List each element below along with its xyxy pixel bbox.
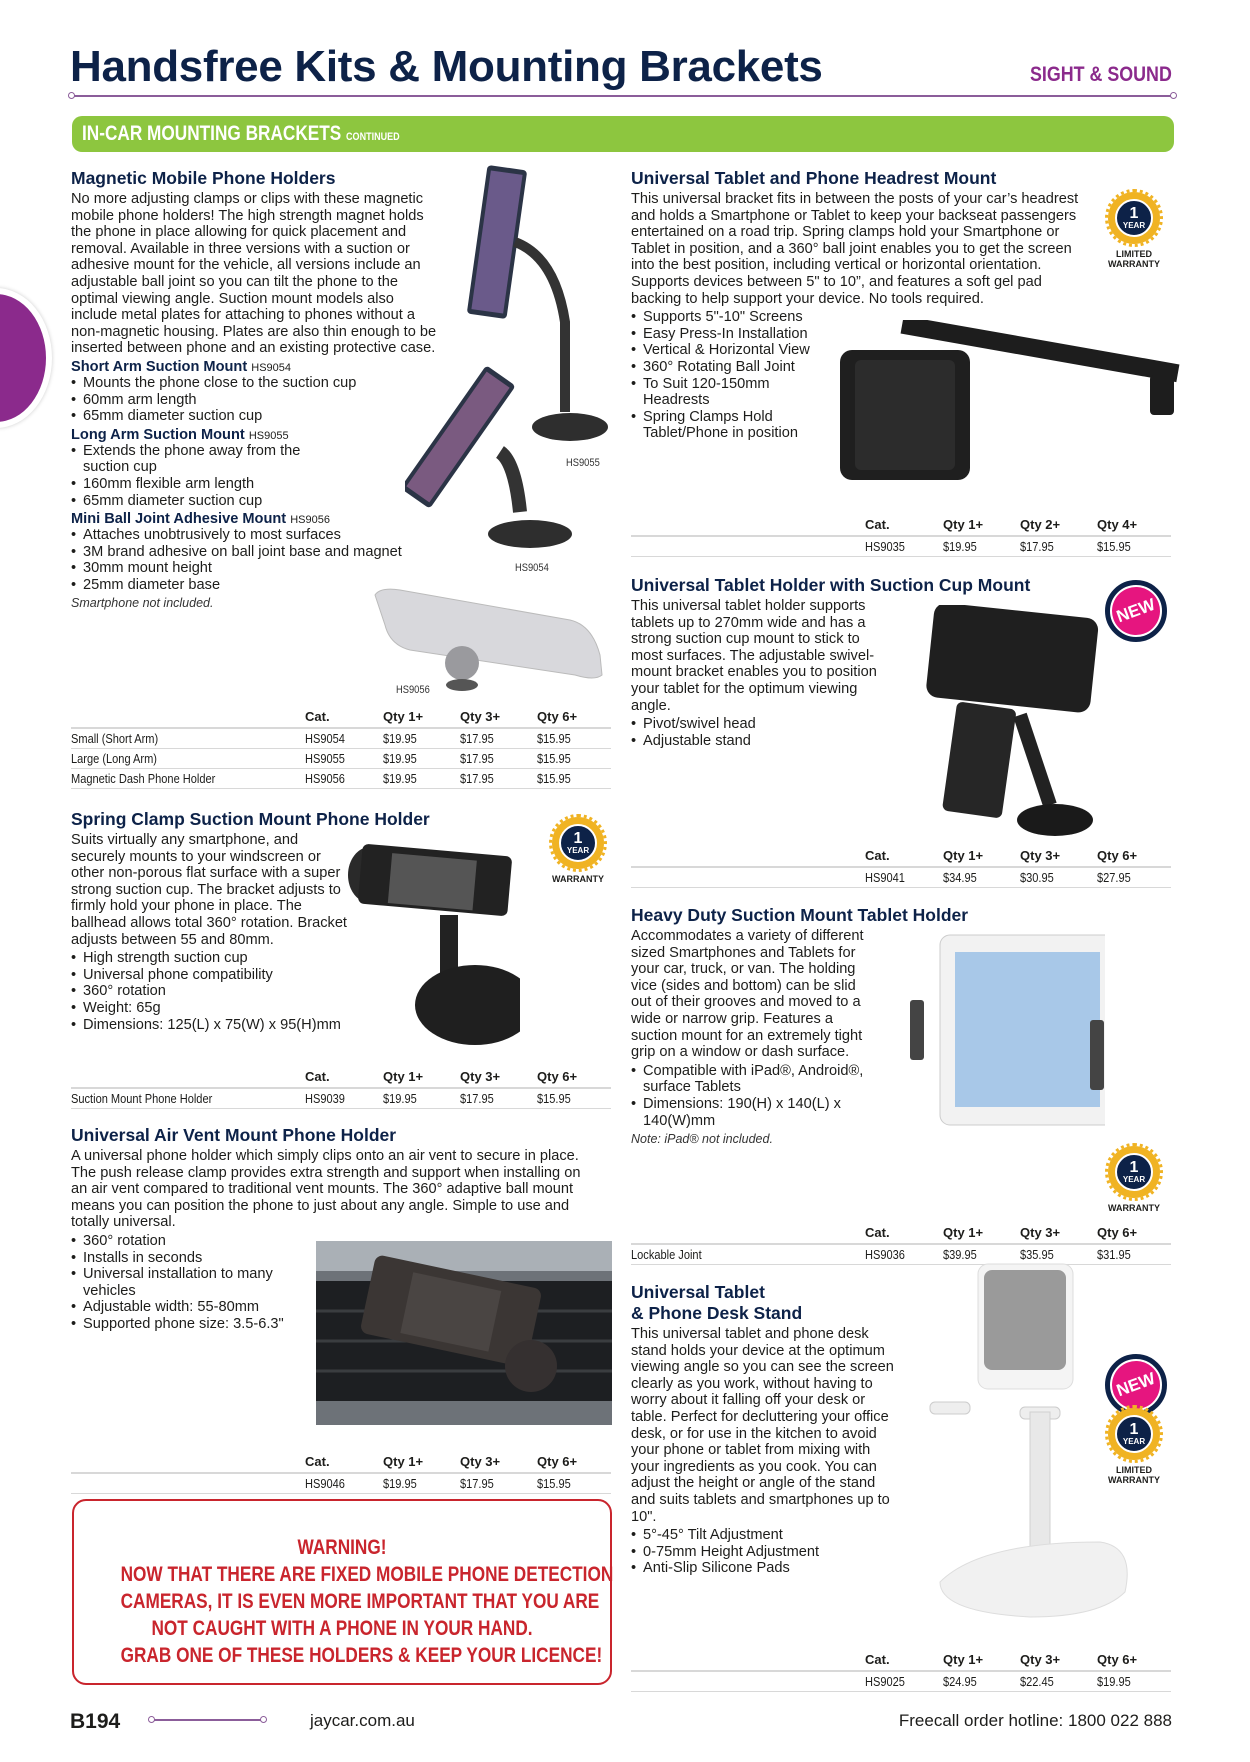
feature-item: • Weight: 65g [71,1000,391,1017]
price-table: Cat. Qty 1+ Qty 3+ Qty 6+ Suction Mount Phone Holder HS9039 $19.95 $17.95 $15.95 [71,1067,611,1109]
feature-item: • 360° Rotating Ball Joint [631,359,821,376]
feature-item: • Adjustable width: 55-80mm [71,1299,291,1316]
section-tag: SIGHT & SOUND [1030,63,1172,86]
price-table: Cat. Qty 1+ Qty 2+ Qty 4+ HS9035 $19.95 $17.95 $15.95 [631,515,1171,557]
feature-item: • 30mm mount height [71,560,471,577]
feature-list [631,1063,876,1129]
order-hotline: Freecall order hotline: 1800 022 888 [898,1711,1172,1730]
feature-list [631,309,821,442]
feature-item: • Extends the phone away from the suction cup [71,443,301,476]
feature-item: • 5°-45° Tilt Adjustment [631,1527,896,1544]
variant-title: Mini Ball Joint Adhesive Mount HS9056 [71,511,330,528]
table-row: Large (Long Arm) HS9055 $19.95 $17.95 $15.95 [71,749,611,769]
feature-item: • Attaches unobtrusively to most surfaces [71,527,471,544]
product-tablet-suction [631,575,1031,749]
feature-item: • Mounts the phone close to the suction cup [71,375,441,392]
product-image-tablet-suction [910,605,1110,840]
feature-item: • 65mm diameter suction cup [71,408,441,425]
product-title: Spring Clamp Suction Mount Phone Holder [71,809,430,829]
product-description: Suits virtually any smartphone, and securely mounts to your windscreen or other non-porous flat surface with a super strong suction cup. The bracket adjusts to firmly hold your phone in place. The ballhead allows total 360° rotation. Bracket adjusts between 55 and 80mm. [71,832,347,948]
divider-end-dot [148,1716,155,1723]
product-description: Accommodates a variety of different sized Smartphones and Tablets for your car, truck, or van. The holding vice (sides and bottom) can be slid out of their grooves and moved to a wide or narrow grip. Features a suction mount for an extremely tight grip on a window or dash surface. [631,928,864,1061]
feature-item: • 360° rotation [71,983,391,1000]
warranty-badge: 1 YEAR LIMITED WARRANTY [1095,1408,1173,1485]
feature-item: • 25mm diameter base [71,577,471,594]
divider-end-dot [68,92,75,99]
page-title: Handsfree Kits & Mounting Brackets [70,42,823,91]
footer-divider [152,1719,262,1721]
page-number: B194 [70,1710,121,1733]
feature-list [631,716,881,749]
feature-item: • 160mm flexible arm length [71,476,301,493]
product-note: Smartphone not included. [71,596,214,611]
warranty-seal-icon: 1 YEAR [1108,1146,1160,1198]
product-description: This universal bracket fits in between the posts of your car’s headrest and holds a Smartphone or Tablet to keep your backseat passengers entertained on a road trip. Spring clamps hold your Smartphone or Tablet in position, and a 360° ball joint enables you to get the screen into the best position, including vertical or horizontal orientation. Supports devices between 5" to 10”, and features a soft gel pad backing to help support your device. No tools required. [631,191,1079,307]
price-table: Cat. Qty 1+ Qty 3+ Qty 6+ HS9041 $34.95 $30.95 $27.95 [631,846,1171,888]
new-badge: NEW [1105,1354,1167,1416]
category-title: IN-CAR MOUNTING BRACKETS CONTINUED [82,122,400,145]
table-row: HS9035 $19.95 $17.95 $15.95 [631,536,1171,557]
feature-item: • 3M brand adhesive on ball joint base and magnet [71,544,471,561]
price-table: Cat. Qty 1+ Qty 3+ Qty 6+ Lockable Joint HS9036 $39.95 $35.95 $31.95 [631,1223,1171,1265]
feature-item: • Adjustable stand [631,733,881,750]
warranty-badge: 1 YEAR WARRANTY [539,817,617,884]
feature-item: • 60mm arm length [71,392,441,409]
feature-item: • 360° rotation [71,1233,291,1250]
variant-title: Short Arm Suction Mount HS9054 [71,358,292,375]
product-spring-clamp [71,809,430,1033]
product-title: Universal Tablet Holder with Suction Cup Mount [631,575,1031,595]
warranty-seal-icon: 1 YEAR [552,817,604,869]
feature-item: • Dimensions: 190(H) x 140(L) x 140(W)mm [631,1096,876,1129]
new-badge: NEW [1105,580,1167,642]
feature-item: • High strength suction cup [71,950,391,967]
image-label: HS9056 [395,684,430,696]
product-title: Heavy Duty Suction Mount Tablet Holder [631,905,969,925]
feature-item: • Supports 5"-10" Screens [631,309,821,326]
variant-title: Long Arm Suction Mount HS9055 [71,426,289,443]
product-note: Note: iPad® not included. [631,1132,773,1147]
feature-list [71,1233,291,1333]
feature-item: • Dimensions: 125(L) x 75(W) x 95(H)mm [71,1017,391,1034]
feature-item: • Supported phone size: 3.5-6.3" [71,1316,291,1333]
product-title: Universal Tablet and Phone Headrest Mount [631,168,997,188]
table-row: Suction Mount Phone Holder HS9039 $19.95 $17.95 $15.95 [71,1088,611,1109]
feature-list [631,1527,896,1577]
feature-item: • Compatible with iPad®, Android®, surface Tablets [631,1063,876,1096]
product-title: Magnetic Mobile Phone Holders [71,168,336,188]
price-table: Cat. Qty 1+ Qty 3+ Qty 6+ Small (Short Arm) HS9054 $19.95 $17.95 $15.95 Large (Long Arm) HS9055 $19.95 $17.95 $15.95 Magnetic Dash Phone Holder HS9056 $19.95 $17.95 $15.95 [71,707,611,789]
product-title: Universal Tablet [631,1282,765,1302]
product-image-headrest-mount [840,320,1195,490]
website-link[interactable]: jaycar.com.au [310,1711,415,1730]
warranty-seal-icon: 1 YEAR [1108,1408,1160,1460]
product-image-adhesive-mount [370,585,610,695]
feature-item: • 65mm diameter suction cup [71,493,301,510]
product-description: This universal tablet and phone desk stand holds your device at the optimum viewing angle so you can see the screen clearly as you work, without having to worry about it falling off your desk or table. Perfect for decluttering your office desk, or for use in the kitchen to avoid your phone or tablet from mixing with your ingredients as you cook. You can adjust the height or angle of the stand and suits tablets and smartphones up to 10". [631,1326,894,1525]
feature-list [71,443,301,509]
header-divider [72,95,1174,97]
product-image-air-vent [316,1241,612,1425]
image-label: HS9055 [565,457,600,469]
product-image-heavy-duty [905,930,1105,1135]
product-title: & Phone Desk Stand [631,1303,803,1323]
table-row: HS9041 $34.95 $30.95 $27.95 [631,867,1171,888]
feature-item: • Spring Clamps Hold Tablet/Phone in position [631,409,821,442]
product-description: This universal tablet holder supports tablets up to 270mm wide and has a strong suction cup mount to stick to most surfaces. The adjustable swivel-mount bracket enables you to position your tablet for the optimum viewing angle. [631,598,877,714]
feature-item: • 0-75mm Height Adjustment [631,1544,896,1561]
feature-item: • Anti-Slip Silicone Pads [631,1560,896,1577]
divider-end-dot [260,1716,267,1723]
table-row: HS9025 $24.95 $22.45 $19.95 [631,1671,1171,1692]
section-side-tab [0,288,52,428]
price-table: Cat. Qty 1+ Qty 3+ Qty 6+ HS9046 $19.95 $17.95 $15.95 [71,1452,611,1494]
feature-item: • To Suit 120-150mm Headrests [631,376,821,409]
table-row: Lockable Joint HS9036 $39.95 $35.95 $31.95 [631,1244,1171,1265]
warning-text: WARNING! NOW THAT THERE ARE FIXED MOBILE PHONE DETECTION CAMERAS, IT IS EVEN MORE IMPORTANT THAT YOU ARE NOT CAUGHT WITH A PHONE IN YOUR HAND. GRAB ONE OF THESE HOLDERS & KEEP YOUR LICENCE! [120,1536,614,1667]
product-description: No more adjusting clamps or clips with these magnetic mobile phone holders! The high strength magnet holds the phone in place allowing for quick placement and removal. Available in three versions with a suction or adhesive mount for the vehicle, all versions include an adjustable ball joint so you can tilt the phone to the optimal viewing angle. Suction mount models also include metal plates for attaching to phones without a non-magnetic housing. Plates are also thin enough to be inserted between phone and an existing protective case. [71,191,437,357]
feature-item: • Universal installation to many vehicles [71,1266,291,1299]
product-image-spring-clamp [340,835,520,1055]
product-title: Universal Air Vent Mount Phone Holder [71,1125,397,1145]
product-desk-stand [631,1282,896,1577]
feature-item: • Universal phone compatibility [71,967,391,984]
image-label: HS9054 [514,562,549,574]
price-table: Cat. Qty 1+ Qty 3+ Qty 6+ HS9025 $24.95 $22.45 $19.95 [631,1650,1171,1692]
feature-item: • Pivot/swivel head [631,716,881,733]
product-image-magnetic-mounts [405,162,615,562]
table-row: Magnetic Dash Phone Holder HS9056 $19.95 $17.95 $15.95 [71,769,611,789]
feature-list [71,375,441,425]
feature-item: • Installs in seconds [71,1250,291,1267]
product-heavy-duty [631,905,969,1147]
warranty-badge: 1 YEAR WARRANTY [1095,1146,1173,1213]
product-description: A universal phone holder which simply clips onto an air vent to secure in place. The push release clamp provides extra strength and support when installing on an air vent compared to traditional vent mounts. The 360° adaptive ball mount means you can position the phone to just about any angle. Simple to use and totally universal. [71,1148,581,1231]
table-row: Small (Short Arm) HS9054 $19.95 $17.95 $15.95 [71,728,611,749]
table-row: HS9046 $19.95 $17.95 $15.95 [71,1473,611,1494]
warranty-seal-icon: 1 YEAR [1108,192,1160,244]
warranty-badge: 1 YEAR LIMITED WARRANTY [1095,192,1173,269]
product-magnetic-holders [71,168,441,610]
feature-item: • Easy Press-In Installation [631,326,821,343]
divider-end-dot [1170,92,1177,99]
feature-item: • Vertical & Horizontal View [631,342,821,359]
